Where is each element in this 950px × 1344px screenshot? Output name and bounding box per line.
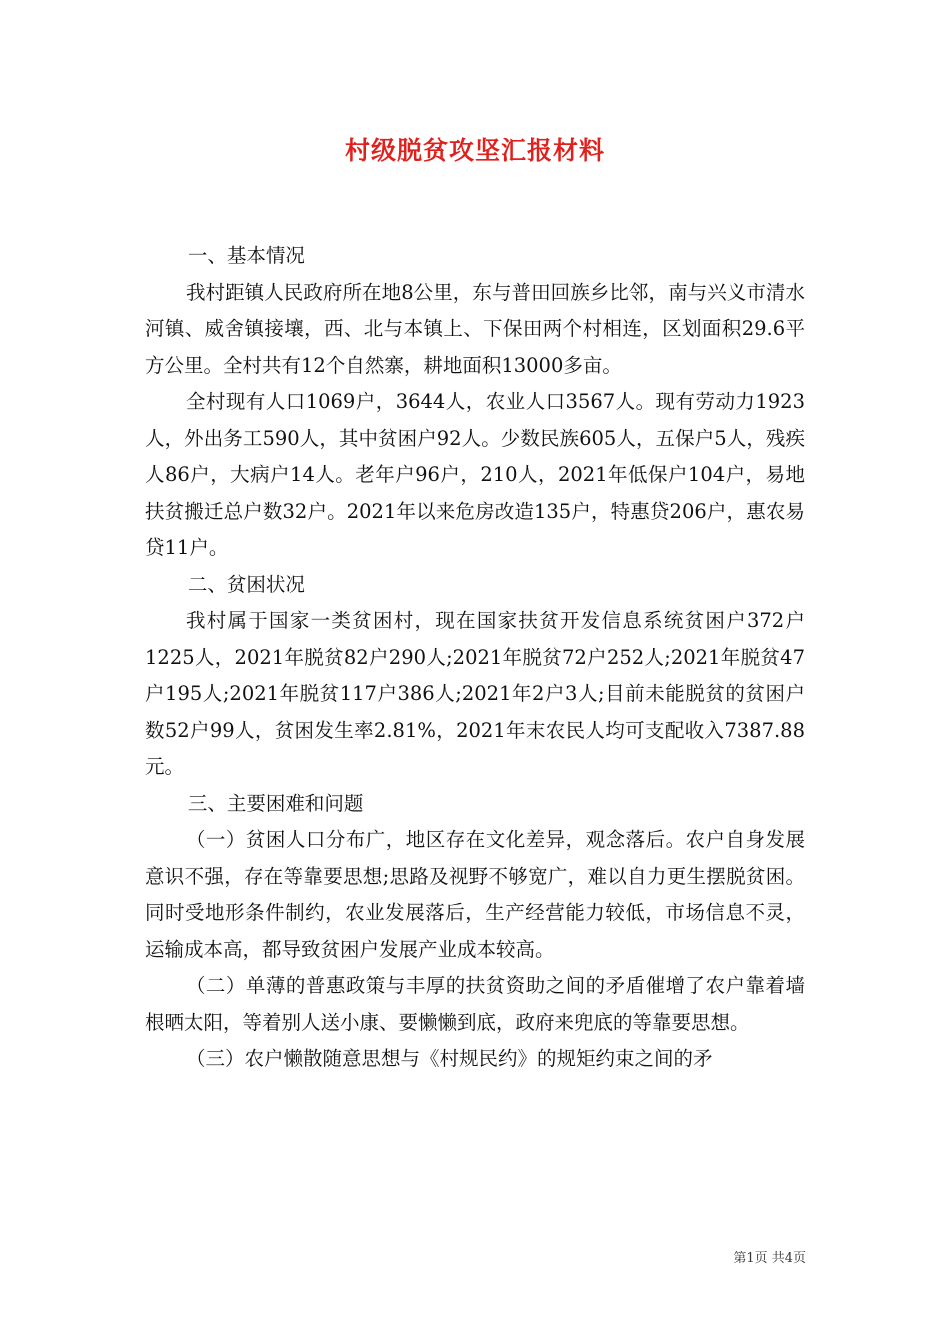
section-heading-difficulties: 三、主要困难和问题 <box>187 791 364 815</box>
document-title: 村级脱贫攻坚汇报材料 <box>344 136 605 165</box>
paragraph-difficulty-3: （三）农户懒散随意思想与《村规民约》的规矩约束之间的矛 <box>185 1047 713 1070</box>
paragraph-difficulty-1: （一）贫困人口分布广，地区存在文化差异，观念落后。农户自身发展意识不强，存在等靠要思想;思路及视野不够宽广，难以自力更生摆脱贫困。同时受地形条件制约，农业发展落后，生产经营能力较低，市场信息不灵，运输成本高，都导致贫困户发展产业成本较高。 <box>145 828 805 961</box>
document-body <box>145 238 805 1078</box>
paragraph-poverty-figures: 我村属于国家一类贫困村，现在国家扶贫开发信息系统贫困户372户1225人，2021年脱贫82户290人;2021年脱贫72户252人;2021年脱贫47户195人;2021年脱贫117户386人;2021年2户3人;目前未能脱贫的贫困户数52户99人，贫困发生率2.81%，2021年末农民人均可支配收入7387.88元。 <box>145 609 805 778</box>
section-heading-poverty-status: 二、贫困状况 <box>187 572 305 596</box>
paragraph-difficulty-2: （二）单薄的普惠政策与丰厚的扶贫资助之间的矛盾催增了农户靠着墙根晒太阳，等着别人送小康、要懒懒到底，政府来兜底的等靠要思想。 <box>145 974 805 1034</box>
paragraph-location: 我村距镇人民政府所在地8公里，东与普田回族乡比邻，南与兴义市清水河镇、威舍镇接壤，西、北与本镇上、下保田两个村相连，区划面积29.6平方公里。全村共有12个自然寨，耕地面积13000多亩。 <box>145 280 805 377</box>
page-number-footer: 第1页 共4页 <box>733 1251 806 1266</box>
section-heading-basic-info: 一、基本情况 <box>187 244 305 267</box>
paragraph-population: 全村现有人口1069户，3644人，农业人口3567人。现有劳动力1923人，外出务工590人，其中贫困户92人。少数民族605人，五保户5人，残疾人86户，大病户14人。老年户96户，210人，2021年低保户104户，易地扶贫搬迁总户数32户。2021年以来危房改造135户，特惠贷206户，惠农易贷11户。 <box>145 390 805 559</box>
